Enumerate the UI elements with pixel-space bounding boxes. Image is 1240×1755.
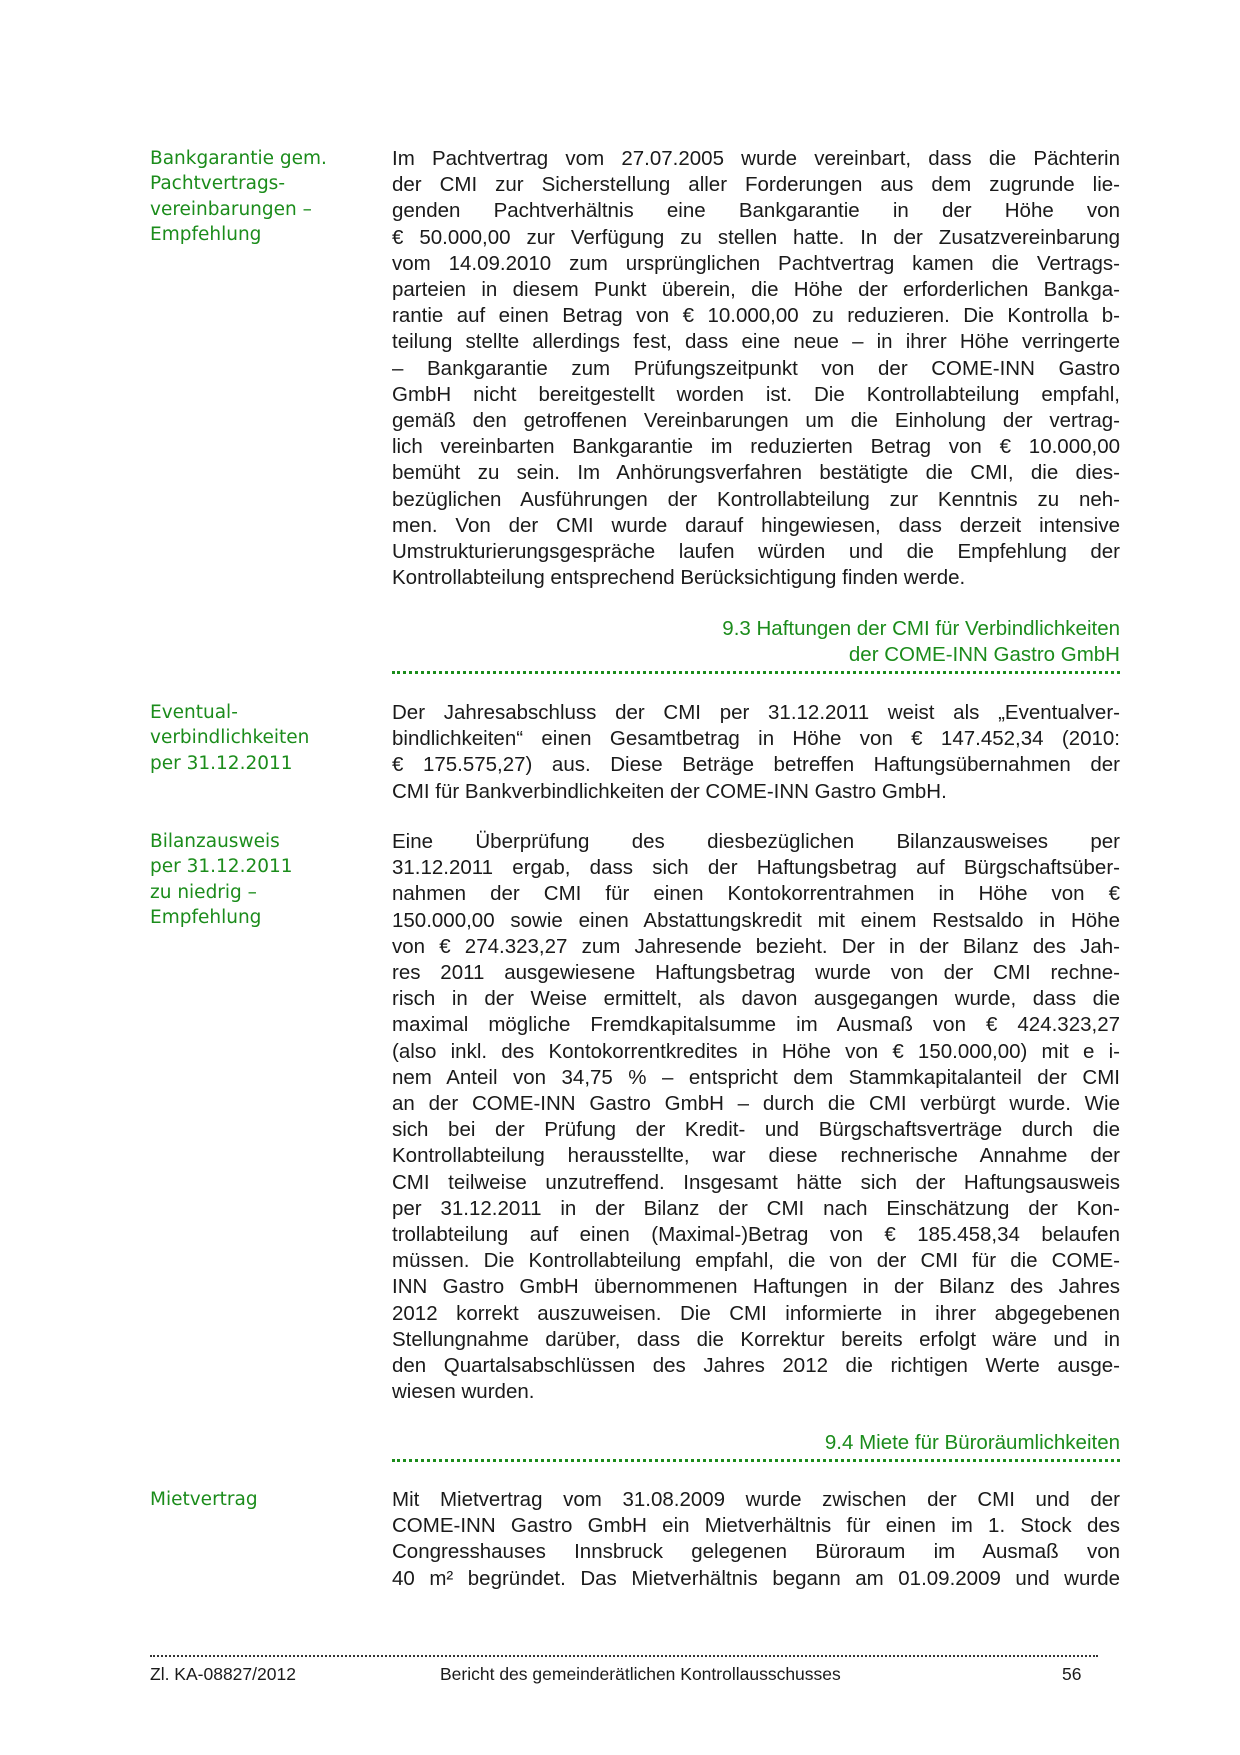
- text-line: Kontrollabteilung entsprechend Berücksichtigung finden werde.: [392, 566, 966, 590]
- text-line: an der COME-INN Gastro GmbH – durch die CMI verbürgt wurde. Wie: [392, 1092, 1120, 1116]
- text-line: lich vereinbarten Bankgarantie im reduzierten Betrag von € 10.000,00: [392, 435, 1120, 459]
- heading-9-3: [392, 616, 1120, 668]
- text-line: nahmen der CMI für einen Kontokorrentrahmen in Höhe von €: [392, 882, 1120, 906]
- text-line: (also inkl. des Kontokorrentkredites in Höhe von € 150.000,00) mit e i-: [392, 1039, 1120, 1063]
- text-line: teilung stellte allerdings fest, dass eine neue – in ihrer Höhe verringerte: [392, 330, 1120, 354]
- text-line: € 175.575,27) aus. Diese Beträge betreffen Haftungsübernahmen der: [392, 753, 1120, 777]
- text-line: Stellungnahme darüber, dass die Korrektur bereits erfolgt wäre und in: [392, 1327, 1120, 1351]
- text-line: 9.3 Haftungen der CMI für Verbindlichkeiten: [722, 617, 1120, 640]
- text-line: GmbH nicht bereitgestellt worden ist. Die Kontrollabteilung empfahl,: [392, 382, 1120, 406]
- text-line: verbindlichkeiten: [150, 727, 310, 749]
- paragraph-bankgarantie: [392, 146, 1120, 591]
- text-line: Congresshauses Innsbruck gelegenen Büroraum im Ausmaß von: [392, 1540, 1120, 1564]
- text-line: 40 m² begründet. Das Mietverhältnis begann am 01.09.2009 und wurde: [392, 1566, 1120, 1590]
- text-line: 31.12.2011 ergab, dass sich der Haftungsbetrag auf Bürgschaftsüber-: [392, 856, 1120, 880]
- margin-note-miet: [150, 1487, 340, 1512]
- margin-note-eventual: [150, 700, 340, 776]
- heading-9-3-rule: [392, 671, 1120, 674]
- text-line: Empfehlung: [150, 906, 262, 928]
- text-line: men. Von der CMI wurde darauf hingewiesen, dass derzeit intensive: [392, 513, 1120, 537]
- footer-reference: Zl. KA-08827/2012: [150, 1664, 296, 1684]
- text-line: Umstrukturierungsgespräche laufen würden und die Empfehlung der: [392, 540, 1120, 564]
- text-line: Mietvertrag: [150, 1489, 258, 1510]
- paragraph-eventual: [392, 700, 1120, 805]
- text-line: Empfehlung: [150, 223, 262, 245]
- text-line: wiesen wurden.: [392, 1380, 535, 1404]
- text-line: CMI für Bankverbindlichkeiten der COME-INN Gastro GmbH.: [392, 779, 947, 803]
- text-line: vom 14.09.2010 zum ursprünglichen Pachtvertrag kamen die Vertrags-: [392, 251, 1120, 275]
- text-line: der CMI zur Sicherstellung aller Forderungen aus dem zugrunde lie-: [392, 173, 1120, 197]
- text-line: 150.000,00 sowie einen Abstattungskredit mit einem Restsaldo in Höhe: [392, 908, 1120, 932]
- text-line: maximal mögliche Fremdkapitalsumme im Ausmaß von € 424.323,27: [392, 1013, 1120, 1037]
- text-line: nem Anteil von 34,75 % – entspricht dem Stammkapitalanteil der CMI: [392, 1065, 1120, 1089]
- text-line: den Quartalsabschlüssen des Jahres 2012 die richtigen Werte ausge-: [392, 1354, 1120, 1378]
- text-line: trollabteilung auf einen (Maximal-)Betrag von € 185.458,34 belaufen: [392, 1223, 1120, 1247]
- heading-9-4: [392, 1430, 1120, 1456]
- text-line: bezüglichen Ausführungen der Kontrollabteilung zur Kenntnis zu neh-: [392, 487, 1120, 511]
- text-line: Mit Mietvertrag vom 31.08.2009 wurde zwischen der CMI und der: [392, 1488, 1120, 1511]
- footer-rule: [150, 1655, 1098, 1657]
- text-line: bindlichkeiten“ einen Gesamtbetrag in Höhe von € 147.452,34 (2010:: [392, 727, 1120, 751]
- text-line: Pachtvertrags-: [150, 173, 286, 195]
- margin-note-bankgarantie: [150, 146, 340, 247]
- text-line: Im Pachtvertrag vom 27.07.2005 wurde vereinbart, dass die Pächterin: [392, 147, 1120, 170]
- text-line: 2012 korrekt auszuweisen. Die CMI informierte in ihrer abgegebenen: [392, 1301, 1120, 1325]
- text-line: zu niedrig –: [150, 881, 257, 903]
- text-line: Bankgarantie gem.: [150, 148, 327, 169]
- text-line: 9.4 Miete für Büroräumlichkeiten: [824, 1431, 1120, 1454]
- text-line: genden Pachtverhältnis eine Bankgarantie in der Höhe von: [392, 199, 1120, 223]
- heading-9-4-rule: [392, 1459, 1120, 1462]
- text-line: risch in der Weise ermittelt, als davon ausgegangen wurde, dass die: [392, 987, 1120, 1011]
- text-line: CMI teilweise unzutreffend. Insgesamt hätte sich der Haftungsausweis: [392, 1170, 1120, 1194]
- paragraph-miet: [392, 1487, 1120, 1592]
- paragraph-bilanz: [392, 829, 1120, 1405]
- footer-title: Bericht des gemeinderätlichen Kontrollausschusses: [440, 1664, 841, 1684]
- text-line: parteien in diesem Punkt überein, die Höhe der erforderlichen Bankga-: [392, 278, 1120, 302]
- text-line: Bilanzausweis: [150, 831, 280, 852]
- text-line: der COME-INN Gastro GmbH: [848, 643, 1120, 666]
- text-line: gemäß den getroffenen Vereinbarungen um die Einholung der vertrag-: [392, 409, 1120, 433]
- text-line: COME-INN Gastro GmbH ein Mietverhältnis für einen im 1. Stock des: [392, 1514, 1120, 1538]
- text-line: € 50.000,00 zur Verfügung zu stellen hatte. In der Zusatzvereinbarung: [392, 225, 1120, 249]
- text-line: rantie auf einen Betrag von € 10.000,00 zu reduzieren. Die Kontrolla b-: [392, 304, 1120, 328]
- text-line: per 31.12.2011: [150, 752, 293, 774]
- text-line: von € 274.323,27 zum Jahresende bezieht. Der in der Bilanz des Jah-: [392, 934, 1120, 958]
- text-line: bemüht zu sein. Im Anhörungsverfahren bestätigte die CMI, die dies-: [392, 461, 1120, 485]
- text-line: sich bei der Prüfung der Kredit- und Bürgschaftsverträge durch die: [392, 1118, 1120, 1142]
- text-line: müssen. Die Kontrollabteilung empfahl, die von der CMI für die COME-: [392, 1249, 1120, 1273]
- margin-note-bilanz: [150, 829, 340, 930]
- text-line: Der Jahresabschluss der CMI per 31.12.2011 weist als „Eventualver-: [392, 701, 1120, 724]
- text-line: Eine Überprüfung des diesbezüglichen Bilanzausweises per: [392, 830, 1120, 853]
- text-line: Eventual-: [150, 702, 238, 723]
- text-line: Kontrollabteilung herausstellte, war diese rechnerische Annahme der: [392, 1144, 1120, 1168]
- text-line: per 31.12.2011 in der Bilanz der CMI nach Einschätzung der Kon-: [392, 1196, 1120, 1220]
- text-line: INN Gastro GmbH übernommenen Haftungen in der Bilanz des Jahres: [392, 1275, 1120, 1299]
- text-line: res 2011 ausgewiesene Haftungsbetrag wurde von der CMI rechne-: [392, 961, 1120, 985]
- text-line: – Bankgarantie zum Prüfungszeitpunkt von der COME-INN Gastro: [392, 356, 1120, 380]
- footer-page-number: 56: [1062, 1664, 1082, 1684]
- text-line: per 31.12.2011: [150, 856, 293, 878]
- text-line: vereinbarungen –: [150, 198, 312, 220]
